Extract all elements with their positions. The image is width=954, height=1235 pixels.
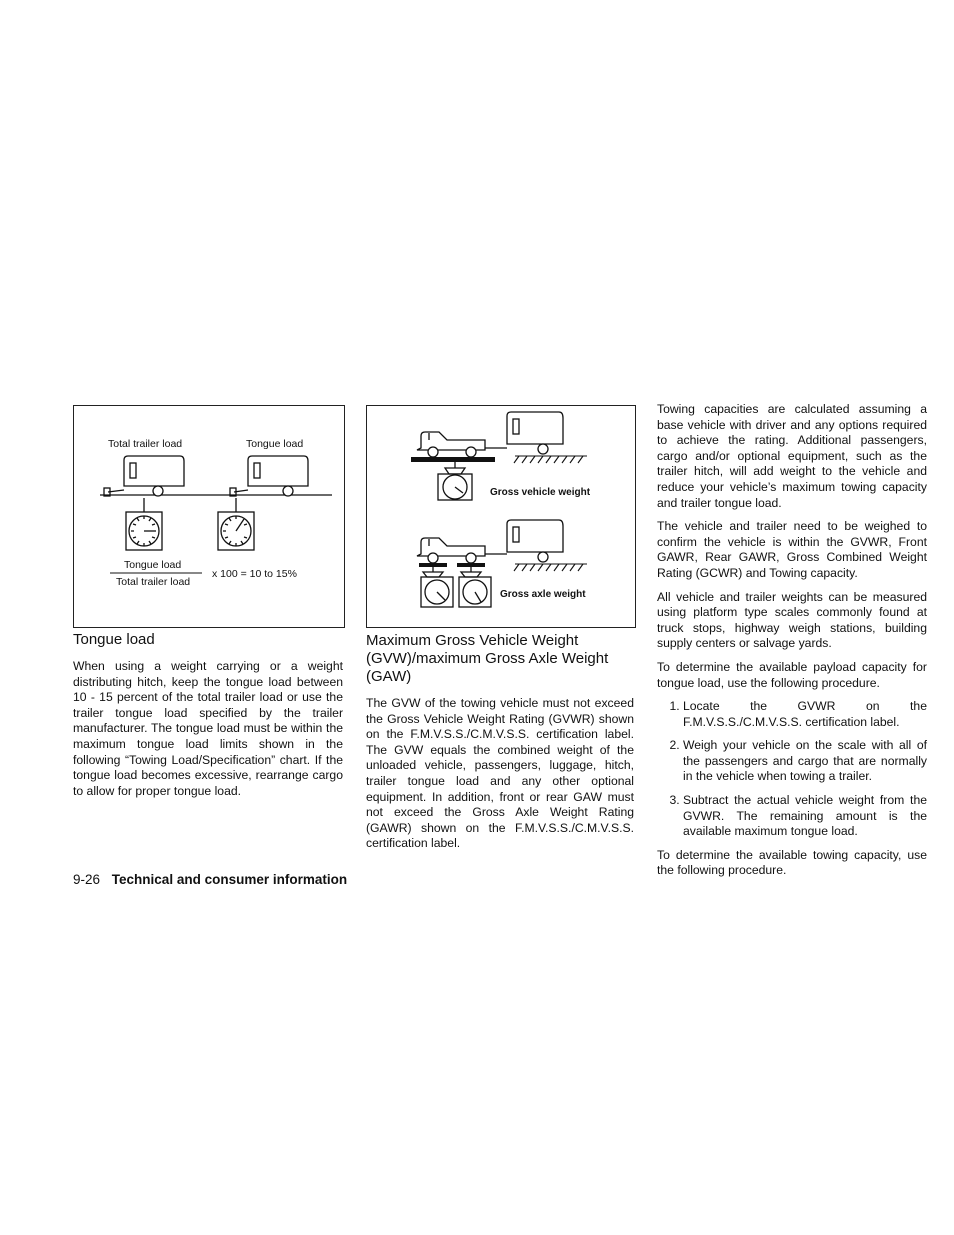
tongue-load-illustration [74, 406, 344, 627]
column-2 [366, 622, 634, 860]
label-tongue-load: Tongue load [246, 438, 304, 450]
label-gross-axle-weight: Gross axle weight [500, 589, 586, 600]
column-3 [657, 402, 927, 887]
figure-gross-weight [366, 405, 636, 628]
page-number: 9-26 [73, 872, 101, 887]
fraction-denominator: Total trailer load [116, 576, 191, 588]
scale-right-icon [218, 498, 254, 550]
ground-hatch-bottom-icon [514, 564, 587, 571]
column-1 [73, 621, 343, 807]
paragraph-platform-scales: All vehicle and trailer weights can be measured using platform type scales commonly found at truck stops, highway weigh stations, building supply centers or salvage yards. [657, 589, 927, 651]
paragraph-payload-procedure: To determine the available payload capacity for tongue load, use the following procedure. [657, 659, 927, 690]
paragraph-towing-procedure: To determine the available towing capacity, use the following procedure. [657, 847, 927, 878]
scale-rear-axle-icon [459, 567, 491, 607]
scale-gvw-icon [438, 462, 472, 500]
scale-left-icon [126, 498, 162, 550]
paragraph-gvw-gaw: The GVW of the towing vehicle must not exceed the Gross Vehicle Weight Rating (GVWR) shown on the F.M.V.S.S./C.M.V.S.S. certification label. The GVW equals the combined weight of the unloaded vehicle, passengers, luggage, hitch, trailer tongue load and any other optional equipment. In addition, front or rear GAW must not exceed the Gross Axle Weight Rating (GAWR) shown on the F.M.V.S.S./C.M.V.S.S. certification label. [366, 696, 634, 851]
ground-hatch-top-icon [514, 456, 587, 463]
paragraph-weigh-vehicle: The vehicle and trailer need to be weighed to confirm the vehicle is within the GVWR, Front GAWR, Rear GAWR, Gross Combined Weight Rating (GCWR) and Towing capacity. [657, 519, 927, 580]
label-total-trailer-load: Total trailer load [108, 438, 183, 450]
list-item: 3. Subtract the actual vehicle weight from the GVWR. The remaining amount is the available maximum tongue load. [683, 793, 927, 840]
trailer-bottom-icon [507, 520, 563, 562]
paragraph-tongue-load: When using a weight carrying or a weight distributing hitch, keep the tongue load between 10 - 15 percent of the total trailer load or use the trailer tongue load specified by the trailer manufacturer. The tongue load must be within the maximum tongue load limits shown in the following “Towing Load/Specification” chart. If the tongue load becomes excessive, rearrange cargo to allow for proper tongue load. [73, 659, 343, 798]
list-item: 2. Weigh your vehicle on the scale with all of the passengers and cargo that are normally in the vehicle when towing a trailer. [683, 738, 927, 785]
list-item: 1. Locate the GVWR on the F.M.V.S.S./C.M.V.S.S. certification label. [683, 699, 927, 730]
figure-tongue-load [73, 405, 345, 628]
fraction-result: x 100 = 10 to 15% [212, 568, 297, 580]
truck-bottom-icon [417, 538, 507, 563]
section-title: Technical and consumer information [111, 872, 348, 887]
procedure-list [657, 699, 927, 840]
page-footer [73, 872, 347, 887]
trailer-top-icon [507, 412, 563, 454]
paragraph-towing-capacities: Towing capacities are calculated assuming a base vehicle with driver and any options required to achieve the rating. Additional passengers, cargo and/or optional equipment, such as the trailer hitch, will add weight to the vehicle and reduce your vehicle’s maximum towing capacity and trailer tongue load. [657, 402, 927, 510]
truck-top-icon [417, 432, 507, 457]
gross-weight-illustration [367, 406, 635, 627]
scale-front-axle-icon [421, 567, 453, 607]
fraction-numerator: Tongue load [124, 559, 182, 571]
heading-tongue-load: Tongue load [73, 631, 155, 648]
trailer-left-icon [104, 456, 184, 496]
heading-gvw-gaw: Maximum Gross Vehicle Weight (GVW)/maximum Gross Axle Weight (GAW) [366, 632, 609, 685]
trailer-right-icon [230, 456, 308, 496]
label-gross-vehicle-weight: Gross vehicle weight [490, 487, 591, 498]
platform-top-icon [411, 457, 495, 462]
